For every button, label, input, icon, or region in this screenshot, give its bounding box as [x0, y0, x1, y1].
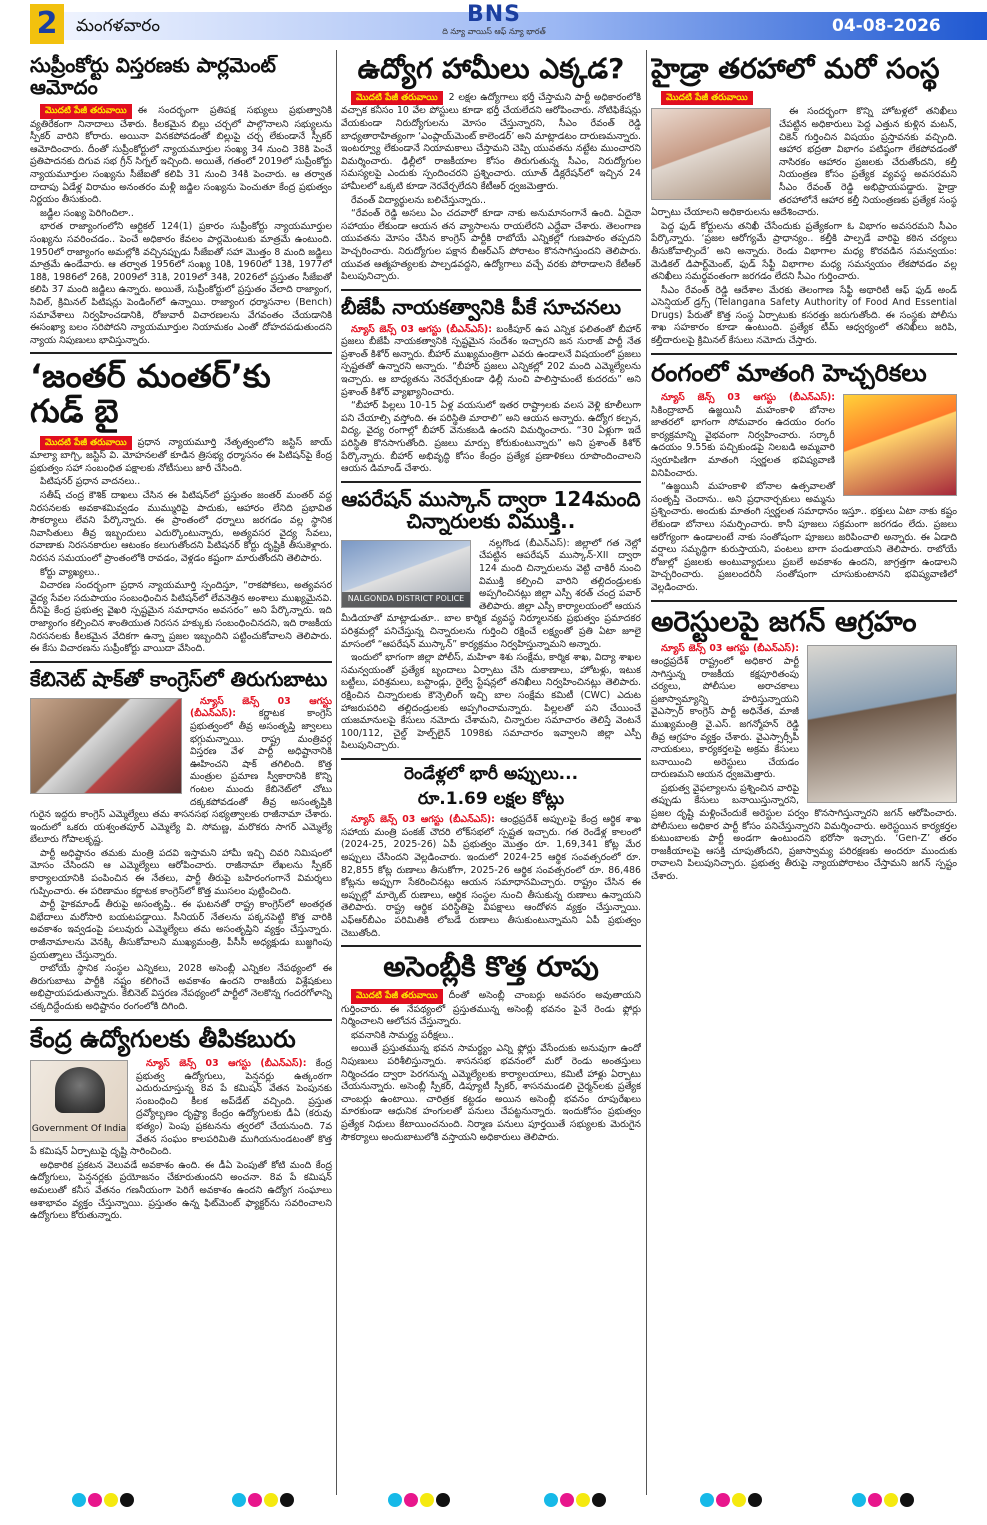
- article-text: ఇందులో భాగంగా జిల్లా పోలీస్, మహిళా శిశు సంక్షేమ, కార్మిక శాఖ, విద్యా శాఖల సమన్వయంతో ప్రత్యేక బృందాలు ఏర్పాటు చేసి దుకాణాలు, హోటళ్లు, ఇటుక బట్టీలు, పరిశ్రమలు, బస్టాండ్లు, రైల్వే స్టేషన్లలో తనిఖీలు నిర్వహించినట్లు తెలిపారు. రక్షించిన చిన్నారులకు కౌన్సెలింగ్ ఇచ్చి బాల సంక్షేమ కమిటీ (CWC) ఎదుట హాజరుపరిచి తల్లిదండ్రులకు అప్పగించామన్నారు. పిల్లలతో పని చేయించే యజమానులపై కేసులు నమోదు చేశామని, చిన్నారుల సమాచారం తెలిస్తే వెంటనే 100/112, చైల్డ్ హెల్ప్‌లైన్ 1098కు సమాచారం ఇవ్వాలని జిల్లా ఎస్పీ పిలుపునిచ్చారు.: [341, 652, 641, 752]
- headline-assembly: అసెంబ్లీకి కొత్త రూపు: [383, 950, 599, 984]
- column-divider: [336, 50, 337, 1495]
- masthead: [0, 0, 987, 44]
- registration-marks: [232, 1493, 294, 1511]
- kicker-label: మొదటి పేజీ తరువాయి: [351, 989, 443, 1004]
- article-central-employees: [30, 1058, 332, 1223]
- black-dot-icon: [748, 1493, 762, 1507]
- headline-supreme-court: సుప్రీంకోర్టు విస్తరణకు పార్లమెంట్ ఆమోదం: [30, 53, 276, 99]
- article-divider: [30, 661, 332, 663]
- kicker-label: మొదటి పేజీ తరువాయి: [661, 91, 753, 106]
- article-rangam: [651, 392, 957, 595]
- black-dot-icon: [280, 1493, 294, 1507]
- yellow-dot-icon: [884, 1493, 898, 1507]
- logo-tagline: ది న్యూ వాయిస్ ఆఫ్ న్యూ భారత్: [442, 27, 546, 36]
- newspaper-logo: [432, 4, 556, 40]
- article-text: “బీహార్ పిల్లలు 10-15 ఏళ్ల వయసులో ఇతర రాష్ట్రాలకు వలస వెళ్లి కూలీలుగా పని చేయాల్సి వస్తోంది. ఈ పరిస్థితి మారాలి” అని ఆయన అన్నారు. ఉద్యోగ కల్పన, విద్య, వైద్య రంగాల్లో బీహార్ వెనుకబడి ఉందని విమర్శించారు. “30 ఏళ్లుగా ఇదే పరిస్థితి కొనసాగుతోంది. ప్రజలు మార్పు కోరుకుంటున్నారు” అని ప్రశాంత్ కిశోర్ పేర్కొన్నారు. బీహార్ అభివృద్ధి కోసం కేంద్రం ప్రత్యేక ప్రణాళికలు రూపొందించాలని ఆయన డిమాండ్ చేశారు.: [341, 400, 641, 475]
- article-text: 2 లక్షల ఉద్యోగాలు భర్తీ చేస్తామని పార్టీ అధికారంలోకి వచ్చాక కనీసం 10 వేల పోస్టులు కూడా భర్తీ చేయలేదని ఆరోపించారు. నోటిఫికేషన్లు వేయకుండా నిరుద్యోగులను మోసం చేస్తున్నారని, సీఎం రేవంత్ రెడ్డి బాధ్యతారాహిత్యంగా ‘ఎంప్లాయ్‌మెంట్ కాలెండర్’ అని మాట్లాడటం దారుణమన్నారు. ఇంటర్వ్యూ లేకుండానే నియామకాలు చేస్తామని చెప్పి యువతను నట్టేట ముంచారని విమర్శించారు. ఢిల్లీలో రాజకీయాల కోసం తిరుగుతున్న సీఎం, నిరుద్యోగుల సమస్యలపై ఎందుకు స్పందించరని ప్రశ్నించారు. యూత్ డిక్లరేషన్‌లో ఇచ్చిన 24 హామీలలో ఒక్కటి కూడా నెరవేర్చలేదని కేటీఆర్ ధ్వజమెత్తారు.: [341, 91, 641, 192]
- black-dot-icon: [592, 1493, 606, 1507]
- article-text: ప్రధాన న్యాయమూర్తి నేతృత్వంలోని జస్టిస్ జాయ్ మాల్యా బాగ్చి, జస్టిస్ వి. మోహనలతో కూడిన త్రిసభ్య ధర్మాసనం ఈ పిటిషన్‌పై కేంద్ర ప్రభుత్వం సహా సంబంధిత పక్షాలకు నోటీసులు జారీ చేసింది.: [30, 436, 332, 474]
- article-pk-suggestions: [341, 324, 641, 476]
- ashoka-emblem-icon: [55, 1067, 105, 1113]
- subhead: జడ్జీల సంఖ్య పెరిగిందిలా..: [40, 207, 134, 219]
- article-text: కర్ణాటక కాంగ్రెస్ ప్రభుత్వంలో తీవ్ర అసంతృప్తి జ్వాలలు భగ్గుమన్నాయి. రాష్ట్ర మంత్రివర్గ విస్తరణ వేళ పార్టీ అధిష్టానానికి ఊహించని షాక్ తగిలింది. కొత్త మంత్రుల ప్రమాణ స్వీకారానికి కొన్ని గంటల ముందు కేబినెట్‌లో చోటు దక్కకపోవడంతో తీవ్ర అసంతృప్తికి గురైన ఇద్దరు కాంగ్రెస్ ఎమ్మెల్యేలు తమ శాసనసభ సభ్యత్వాలకు రాజీనామా చేశారు. ఇందులో ఒకరు యశ్వంతపూర్ ఎమ్మెల్యే వి. సోమణ్ణ, మరొకరు సాగర్ ఎమ్మెల్యే బేలూరు గోపాలకృష్ణ.: [30, 708, 332, 846]
- article-divider: [30, 352, 332, 354]
- magenta-dot-icon: [248, 1493, 262, 1507]
- registration-marks: [852, 1493, 914, 1511]
- day-label: మంగళవారం: [76, 16, 160, 36]
- page-number: 2: [30, 4, 64, 44]
- dateline: న్యూస్ జెన్స్ 03 ఆగస్టు (బీఎన్ఎస్):: [661, 643, 799, 655]
- yellow-dot-icon: [732, 1493, 746, 1507]
- column-divider: [646, 50, 647, 1495]
- kicker-label: మొదటి పేజీ తరువాయి: [40, 104, 132, 119]
- article-assembly: [341, 989, 641, 1144]
- subhead: కోర్టు వ్యాఖ్యలు..: [40, 566, 100, 578]
- yellow-dot-icon: [104, 1493, 118, 1507]
- headline-jagan: అరెస్టులపై జగన్ ఆగ్రహం: [651, 604, 917, 638]
- news-photo: [30, 698, 182, 794]
- dateline: న్యూస్ జెన్స్ 03 ఆగస్టు (బీఎన్ఎస్):: [351, 323, 492, 335]
- article-text: పార్టీ హైకమాండ్ తీరుపై అసంతృప్తి.. ఈ ఘటనతో రాష్ట్ర కాంగ్రెస్‌లో అంతర్గత విభేదాలు మరోసారి బయటపడ్డాయి. సీనియర్ నేతలను పక్కనపెట్టి కొత్త వారికి అవకాశం ఇవ్వడంపై పలువురు ఎమ్మెల్యేలు తమ అసంతృప్తిని వ్యక్తం చేస్తున్నారు. రాజీనామాలను వెనక్కి తీసుకోవాలని ముఖ్యమంత్రి, పీసీసీ అధ్యక్షుడు బుజ్జగింపు ప్రయత్నాలు చేస్తున్నారు.: [30, 899, 332, 961]
- article-ap-debts: [341, 814, 641, 940]
- article-text: భారత రాజ్యాంగంలోని ఆర్టికల్ 124(1) ప్రకారం సుప్రీంకోర్టు న్యాయమూర్తుల సంఖ్యను సవరించడం.. పెంచే అధికారం కేవలం పార్లమెంటుకు మాత్రమే ఉంటుంది. 1950లో రాజ్యాంగం అమల్లోకి వచ్చినప్పుడు సీజేఐతో సహా మొత్తం 8 మంది జడ్జిలు మాత్రమే ఉండేవారు. ఆ తర్వాత 1956లో సంఖ్య 10కి, 1960లో 13కి, 1977లో 18కి, 1986లో 26కి, 2009లో 31కి, 2019లో 34కి, 2026లో ప్రస్తుతం సీజేఐతో కలిపి 37 మంది జడ్జిలు ఉన్నారు. అయితే, సుప్రీంకోర్టులో ప్రస్తుతం వేలాది రాజ్యాంగ, సివిల్, క్రిమినల్ పిటిషన్లు పెండింగ్‌లో ఉన్నాయి. రాజ్యాంగ ధర్మాసనాల (Bench) సమావేశాలు నిర్వహించడానికి, రోజువారీ విచారణలను వేగవంతం చేయడానికి ఈసంఖ్యా బలం సరిపోదని న్యాయమూర్తుల నియామకం ఎంతో దోహదపడుతుందని న్యాయ నిపుణులు భావిస్తున్నారు.: [30, 221, 332, 346]
- article-text: ఈ సందర్భంగా కొన్ని హోటళ్లలో తనిఖీలు చేపట్టిన అధికారులు పెద్ద ఎత్తున కుళ్లిన మటన్, చికెన్ గుర్తించిన విషయం ప్రస్తావనకు వచ్చింది. ఆహార భద్రతా విభాగం పటిష్ఠంగా లేకపోవడంతో నాసిరకం ఆహారం ప్రజలకు చేరుతోందని, కల్తీ నియంత్రణ కోసం ప్రత్యేక వ్యవస్థ అవసరమని సీఎం రేవంత్ రెడ్డి అభిప్రాయపడ్డారు. హైడ్రా తరహాలోనే ఆహార కల్తీ నియంత్రణకు ప్రత్యేక సంస్థ ఏర్పాటు చేయాలని అధికారులను ఆదేశించారు.: [651, 106, 957, 219]
- article-divider: [341, 481, 641, 483]
- logo-text: BNS: [466, 2, 522, 27]
- headline-hydra: హైడ్రా తరహాలో మరో సంస్థ: [651, 52, 940, 85]
- article-jantar-mantar: [30, 436, 332, 656]
- article-text: “రేవంత్ రెడ్డి అసలు ఏం చదవారో కూడా నాకు అనుమానంగానే ఉంది. ఏదైనా సహాయం లేకుండా ఆయన తన వ్యాసాలను రాయలేరని ఎద్దేవా చేశారు. తెలంగాణ యువతను మోసం చేసిన కాంగ్రెస్ పార్టీకి రాబోయే ఎన్నికల్లో గుణపాఠం తప్పదని హెచ్చరించారు. నిరుద్యోగుల పక్షాన బీఆర్ఎస్ పోరాటం కొనసాగిస్తుందని తెలిపారు. యువత ఆత్మహత్యలకు పాల్పడవద్దని, ఉద్యోగాలు వచ్చే వరకు పోరాడాలని కేటీఆర్ పిలుపునిచ్చారు.: [341, 208, 641, 283]
- article-text: సతీష్ చంద్ర కౌశిక్ దాఖలు చేసిన ఈ పిటిషన్‌లో ప్రస్తుతం జంతర్ మంతర్ వద్ద నిరసనలకు అవకాశమివ్వడం ముమ్మురిపై పాదుకు, ఆహారం లేనిది ప్రభావిత సౌకర్యాలు లేవని పేర్కొన్నారు. ఈ ప్రాంతంలో ధర్నాలు జరగడం వల్ల స్థానిక నివాసితులు తీవ్ర ఇబ్బందులు ఎదుర్కొంటున్నారు, అత్యవసర వైద్య సేవలు, రవాణాకు నిరసనకారుల ఆటంకం కలుగుతోందని పిటిషనర్ కోర్టు దృష్టికి తీసుకెళ్లారు. నిరసన సమయంలో ప్రాంతంలోకి రావడం, వెళ్లడం కష్టంగా మారుతోందని తెలిపారు.: [30, 490, 332, 564]
- article-divider: [651, 600, 957, 602]
- dateline: న్యూస్ జెన్స్ 03 ఆగస్టు (బీఎన్ఎస్):: [351, 814, 495, 826]
- yellow-dot-icon: [576, 1493, 590, 1507]
- headline-job-promises: ఉద్యోగ హామీలు ఎక్కడ?: [357, 52, 625, 85]
- headline-central-employees: కేంద్ర ఉద్యోగులకు తీపికబురు: [30, 1024, 296, 1053]
- article-text: నల్లగొండ (బీఎన్ఎస్): జిల్లాలో గత నెల్లో చేపట్టిన ఆపరేషన్ ముస్కాన్-XII ద్వారా 124 మంది చిన్నారులను వెట్టి చాకిరీ నుంచి విముక్తి కల్పించి వారిని తల్లిదండ్రులకు అప్పగించినట్లు జిల్లా ఎస్పీ శరత్ చంద్ర పవార్ తెలిపారు. జిల్లా ఎస్పీ కార్యాలయంలో ఆయన మీడియాతో మాట్లాడుతూ.. బాల కార్మిక వ్యవస్థ నిర్మూలనకు ప్రభుత్వం ప్రమాదకర పరిశ్రమల్లో పనిచేస్తున్న చిన్నారులను గుర్తించి రక్షించే లక్ష్యంతో ప్రతి ఏటా జూలై మాసంలో “ఆపరేషన్ ముస్కాన్” కార్యక్రమం నిర్వహిస్తున్నామని అన్నారు.: [341, 537, 641, 650]
- column-3: [651, 50, 957, 1495]
- headline-cabinet-shock: కేబినెట్ షాక్‌తో కాంగ్రెస్‌లో తిరుగుబాటు: [30, 666, 328, 691]
- article-divider: [341, 289, 641, 291]
- registration-marks: [72, 1493, 134, 1511]
- magenta-dot-icon: [716, 1493, 730, 1507]
- article-text: పెద్ద ఫుడ్ కోర్టులను తనిఖీ చేసేందుకు ప్రత్యేకంగా ఓ విభాగం అవసరమని సీఎం పేర్కొన్నారు. ‘ప్రజల ఆరోగ్యమే ప్రాధాన్యం.. కల్తీకి పాల్పడే వారిపై కఠిన చర్యలు తీసుకోవాల్సిందే’ అని అన్నారు. రెండు విభాగాల మధ్య కొరవడిన సమన్వయం: మెడికల్ డిపార్ట్‌మెంట్, ఫుడ్ సేఫ్టీ విభాగాల మధ్య సమన్వయం లేకపోవడం వల్ల తనిఖీలు సమర్థవంతంగా జరగడం లేదని సీఎం గుర్తించారు.: [651, 220, 957, 283]
- magenta-dot-icon: [88, 1493, 102, 1507]
- article-divider: [30, 1019, 332, 1021]
- cyan-dot-icon: [388, 1493, 402, 1507]
- article-jagan: [651, 643, 957, 883]
- article-text: రాబోయే స్థానిక సంస్థల ఎన్నికలు, 2028 అసెంబ్లీ ఎన్నికల నేపథ్యంలో ఈ తిరుగుబాటు పార్టీకి నష్టం కలిగించే అవకాశం ఉందని రాజకీయ విశ్లేషకులు అభిప్రాయపడుతున్నారు. కేబినెట్ విస్తరణ నేపథ్యంలో పార్టీలో నెలకొన్న గందరగోళాన్ని చక్కదిద్దేందుకు అధిష్టానం రంగంలోకి దిగింది.: [30, 963, 332, 1012]
- kicker-label: మొదటి పేజీ తరువాయి: [351, 91, 443, 106]
- yellow-dot-icon: [264, 1493, 278, 1507]
- emblem-caption: Government Of India: [31, 1124, 127, 1135]
- article-cabinet-shock: [30, 696, 332, 1014]
- issue-date: 04-08-2026: [832, 16, 941, 36]
- black-dot-icon: [436, 1493, 450, 1507]
- article-divider: [341, 945, 641, 947]
- news-photo: [843, 394, 957, 496]
- government-emblem: [30, 1060, 128, 1142]
- magenta-dot-icon: [560, 1493, 574, 1507]
- cyan-dot-icon: [852, 1493, 866, 1507]
- news-photo: [651, 108, 771, 200]
- article-text: పార్టీ అధిష్టానం తమకు మంత్రి పదవి ఇస్తామని హామీ ఇచ్చి చివరి నిమిషంలో మోసం చేసిందని ఆ ఎమ్మెల్యేలు ఆరోపించారు. రాజీనామా లేఖలను స్పీకర్ కార్యాలయానికి పంపించిన ఈ నేతలు, పార్టీ తీరుపై బహిరంగంగానే విమర్శలు గుప్పించారు. ఈ పరిణామం కర్ణాటక కాంగ్రెస్‌లో కొత్త ముసలం పుట్టించింది.: [30, 847, 332, 897]
- news-photo: [341, 540, 471, 608]
- subhead: రేవంత్ విద్యార్థులను బలిచేస్తున్నారు..: [351, 194, 487, 206]
- subhead: భవనానికి సామర్థ్య పరీక్షలు..: [351, 1029, 454, 1041]
- news-photo: [807, 645, 957, 803]
- article-supreme-court: [30, 104, 332, 347]
- cyan-dot-icon: [72, 1493, 86, 1507]
- dateline: న్యూస్ జెన్స్ 03 ఆగస్టు (బీఎన్ఎస్):: [661, 392, 835, 404]
- column-1: [30, 50, 332, 1495]
- kicker-label: మొదటి పేజీ తరువాయి: [40, 436, 132, 451]
- magenta-dot-icon: [868, 1493, 882, 1507]
- article-text: అధికారిక ప్రకటన వెలువడే అవకాశం ఉంది. ఈ డీఏ పెంపుతో కోటి మంది కేంద్ర ఉద్యోగులు, పెన్షనర్లకు ప్రయోజనం చేకూరుతుందని అంచనా. 8వ పే కమిషన్ అమలుతో కనీస వేతనం గణనీయంగా పెరిగే అవకాశం ఉందని ఉద్యోగ సంఘాలు ఆశాభావం వ్యక్తం చేస్తున్నాయి. ప్రస్తుతం ఉన్న ఫిట్‌మెంట్ ఫ్యాక్టర్‌ను సవరించాలని ఉద్యోగులు కోరుతున్నారు.: [30, 1159, 332, 1222]
- registration-marks: [388, 1493, 450, 1511]
- article-text: విచారణ సందర్భంగా ప్రధాన న్యాయమూర్తి స్పందిస్తూ, “రాకపోకలు, అత్యవసర వైద్య సేవల సదుపాయం సంబంధించిన పిటిషన్‌లో లేవనెత్తిన అంశాలు ముఖ్యమైనవి. దీనిపై కేంద్ర ప్రభుత్వ వైఖరి స్పష్టమైన సమాధానం అవసరం” అని పేర్కొన్నారు. ఇది రాజ్యాంగం కల్పించిన శాంతియుత నిరసన హక్కుకు సంబంధించినదని, ఇది రాజకీయ నిరసనలకు కీలకమైన వేదికగా ఉన్నా ప్రజల ఇబ్బందిని పట్టించుకోవాలని తెలిపారు. ఈ కేసు విచారణను సుప్రీంకోర్టు వాయిదా వేసింది.: [30, 580, 332, 655]
- magenta-dot-icon: [404, 1493, 418, 1507]
- black-dot-icon: [120, 1493, 134, 1507]
- photo-caption: NALGONDA DISTRICT POLICE: [342, 592, 470, 607]
- article-text: ప్రభుత్వ వైఫల్యాలను ప్రశ్నించిన వారిపై తప్పుడు కేసులు బనాయిస్తున్నారని, ప్రజల దృష్టి మళ్లించేందుకే అరెస్టుల పర్వం కొనసాగిస్తున్నారని జగన్ ఆరోపించారు. పోలీసులు అధికార పార్టీ కోసం పనిచేస్తున్నారని విమర్శించారు. అరెస్టయిన కార్యకర్తల కుటుంబాలకు పార్టీ అండగా ఉంటుందని భరోసా ఇచ్చారు. ‘Gen-Z’ తరం రాజకీయాలపై ఆసక్తి చూపుతోందని, ప్రజాస్వామ్య పరిరక్షణకు అందరూ ముందుకు రావాలని పిలుపునిచ్చారు. ప్రభుత్వ తీరుపై న్యాయపోరాటం చేస్తామని జగన్ స్పష్టం చేశారు.: [651, 782, 957, 883]
- registration-marks: [700, 1493, 762, 1511]
- headline-pk-suggestions: బీజేపీ నాయకత్వానికి పీకే సూచనలు: [341, 294, 621, 319]
- headline-jantar-mantar: ‘జంతర్ మంతర్’కు గుడ్ బై: [30, 357, 271, 431]
- cyan-dot-icon: [700, 1493, 714, 1507]
- dateline: న్యూస్ జెన్స్ 03 ఆగస్టు (బీఎన్ఎస్):: [190, 695, 332, 720]
- black-dot-icon: [900, 1493, 914, 1507]
- registration-marks: [544, 1493, 606, 1511]
- article-divider: [341, 758, 641, 760]
- article-job-promises: [341, 91, 641, 284]
- subheadline-ap-debts: రూ.1.69 లక్షల కోట్లు: [417, 788, 565, 809]
- subhead: పిటిషనర్ ప్రధాన వాదనలు..: [40, 476, 141, 488]
- article-text: అయితే ప్రస్తుతమున్న భవన సామర్థ్యం ఎన్ని ఫ్లోర్లు వేసేందుకు అనువుగా ఉందో నిపుణులు పరిశీలిస్తున్నారు. శాసనసభ భవనంలో మరో రెండు అంతస్తులు నిర్మించడం ద్వారా పెరగనున్న ఎమ్మెల్యేలకు కార్యాలయాలు, కమిటీ హాళ్లు ఏర్పాటు చేయనున్నారు. అసెంబ్లీ స్పీకర్, డిప్యూటీ స్పీకర్, శాసనమండలి చైర్మన్‌లకు ప్రత్యేక చాంబర్లు ఉంటాయి. చారిత్రక కట్టడం అయిన అసెంబ్లీ భవనం రూపురేఖలు మారకుండా ఆధునిక హంగులతో పనులు చేపట్టనున్నారు. ఇందుకోసం ప్రభుత్వం ప్రత్యేక నిధులు కేటాయించనుంది. నిర్మాణ పనులు పూర్తయితే సభ్యులకు మెరుగైన సౌకర్యాలు అందుబాటులోకి వస్తాయని అధికారులు తెలిపారు.: [341, 1043, 641, 1143]
- article-hydra: [651, 91, 957, 348]
- article-text: ఈ సందర్భంగా ప్రతిపక్ష సభ్యులు ప్రభుత్వానికి వ్యతిరేకంగా నినాదాలు చేశారు. కీలకమైన బిల్లు చర్చలో పాల్గొనాలని సభ్యులను స్పీకర్ వారిని కోరారు. అయినా వినకపోవడంతో బిల్లుపై చర్చ లేకుండానే స్పీకర్ ఆమోదించారు. దీంతో సుప్రీంకోర్టులో న్యాయమూర్తుల సంఖ్య 34 నుంచి 38కి పెంచే ప్రతిపాదనకు దిగువ సభ గ్రీన్ సిగ్నల్ ఇచ్చింది. అయితే, గతంలో 2019లో సుప్రీంకోర్టు న్యాయమూర్తుల సంఖ్యను సీజేఐతో కలిపి 31 నుంచి 34కి పెంచారు. ఆ తర్వాత దాదాపు ఏడేళ్ల విరామం అనంతరం మళ్లీ జడ్జిల సంఖ్యను పెంచుతూ కేంద్ర ప్రభుత్వం నిర్ణయం తీసుకుంది.: [30, 105, 332, 206]
- article-text: “ఉజ్జయినీ మహంకాళి బోనాల ఉత్సవాలతో సంతృప్తి చెందాను.. అని ప్రధానార్చకులు అమ్మను ప్రశ్నించారు. అందుకు మాతంగి స్వర్ణలత సమాధానం ఇస్తూ.. భక్తులు ఏటా నాకు కష్టం లేకుండా బోనాలు సమర్పించారు. కానీ పూజలు సక్రమంగా జరగడం లేదు. ప్రజలు ఆరోగ్యంగా ఉండాలంటే నాకు సంతోషంగా పూజలు జరిపించాలి అన్నారు. ఈ ఏడాది వర్షాలు సమృద్ధిగా కురుస్తాయని, పంటలు బాగా పండుతాయని తెలిపారు. రాబోయే రోజుల్లో ప్రజలకు అంటువ్యాధులు ప్రబలే అవకాశం ఉందని, జాగ్రత్తగా ఉండాలని హెచ్చరించారు. ప్రజలందరినీ సంతోషంగా చూసుకుంటానని భవిష్యవాణిలో వెల్లడించారు.: [651, 481, 957, 593]
- yellow-dot-icon: [420, 1493, 434, 1507]
- article-text: సీఎం రేవంత్ రెడ్డి ఆదేశాల మేరకు తెలంగాణ సేఫ్టీ అథారిటీ ఆఫ్ ఫుడ్ అండ్ ఎసెన్షియల్ డ్రగ్స్ (Telangana Safety Authority of Food And Essential Drugs) పేరుతో కొత్త సంస్థ ఏర్పాటుకు కసరత్తు జరుగుతోంది. ఈ సంస్థకు పోలీసు శాఖ సహకారం కూడా ఉంటుంది. ప్రత్యేక టీమ్ ఆధ్వర్యంలో తనిఖీలు జరిపి, కల్తీదారులపై క్రిమినల్ కేసులు నమోదు చేస్తారు.: [651, 284, 957, 347]
- article-text: కేంద్ర ప్రభుత్వ ఉద్యోగులు, పెన్షనర్లు ఉత్కంఠగా ఎదురుచూస్తున్న 8వ పే కమిషన్ వేతన పెంపునకు సంబంధించి కీలక అప్‌డేట్ వచ్చింది. ప్రస్తుత ద్రవ్యోల్బణం దృష్ట్యా కేంద్రం ఉద్యోగులకు డీఏ (కరువు భత్యం) పెంపు ప్రకటనను త్వరలో చేయనుంది. 7వ వేతన సంఘం కాలపరిమితి ముగియనుండటంతో కొత్త పే కమిషన్ ఏర్పాటుపై దృష్టి సారించింది.: [30, 1057, 332, 1158]
- article-text: ఆంధ్రప్రదేశ్ అప్పులపై కేంద్ర ఆర్థిక శాఖ సహాయ మంత్రి పంకజ్ చౌదరి లోక్‌సభలో స్పష్టత ఇచ్చారు. గత రెండేళ్ల కాలంలో (2024-25, 2025-26) ఏపీ ప్రభుత్వం మొత్తం రూ. 1,69,341 కోట్ల మేర అప్పులు చేసిందని వెల్లడించారు. ఇందులో 2024-25 ఆర్థిక సంవత్సరంలో రూ. 82,855 కోట్ల రుణాలు తీసుకోగా, 2025-26 ఆర్థిక సంవత్సరంలో రూ. 86,486 కోట్లను అప్పుగా సేకరించినట్లు ఆయన సమాధానమిచ్చారు. రాష్ట్రం చేసిన ఈ అప్పుల్లో మార్కెట్ రుణాలు, ఆర్థిక సంస్థల నుంచి తీసుకున్న రుణాలు ఉన్నాయని తెలిపారు. రాష్ట్ర ఆర్థిక పరిస్థితిపై విపక్షాలు ఆందోళన వ్యక్తం చేస్తున్నాయి. ఎఫ్‌ఆర్‌బీఎం పరిమితికి లోబడే రుణాలు తీసుకుంటున్నామని ఏపీ ప్రభుత్వం చెబుతోంది.: [341, 814, 641, 939]
- article-text: ఆంధ్రప్రదేశ్ రాష్ట్రంలో అధికార పార్టీ సాగిస్తున్న రాజకీయ కక్షపూరితంపు చర్యలు, పోలీసుల అరాచకాలు ప్రజాస్వామ్యాన్ని హరిస్తున్నాయని వైఎస్సార్ కాంగ్రెస్ పార్టీ అధినేత, మాజీ ముఖ్యమంత్రి వై.ఎస్. జగన్మోహన్ రెడ్డి తీవ్ర ఆగ్రహం వ్యక్తం చేశారు. వైఎస్సార్సీపీ నాయకులు, కార్యకర్తలపై అక్రమ కేసులు బనాయించి అరెస్టులు చేయడం దారుణమని ఆయన ధ్వజమెత్తారు.: [651, 655, 799, 781]
- column-2: [341, 50, 641, 1495]
- article-divider: [651, 353, 957, 355]
- dateline: న్యూస్ జెన్స్ 03 ఆగస్టు (బీఎన్ఎస్):: [146, 1057, 307, 1069]
- headline-operation-muskan: ఆపరేషన్ ముస్కాన్ ద్వారా 124మంది చిన్నారులకు విముక్తి..: [341, 486, 641, 533]
- cyan-dot-icon: [544, 1493, 558, 1507]
- headline-ap-debts: రెండేళ్లలో భారీ అప్పులు...: [403, 763, 579, 784]
- cyan-dot-icon: [232, 1493, 246, 1507]
- headline-rangam: రంగంలో మాతంగి హెచ్చరికలు: [651, 358, 927, 387]
- article-text: దీంతో అసెంబ్లీ చాంబర్లు అవసరం అవుతాయని గుర్తించారు. ఈ నేపథ్యంలో ప్రస్తుతమున్న అసెంబ్లీ భవనం పైనే రెండు ఫ్లోర్లు నిర్మించాలని ఆలోచన చేస్తున్నారు.: [341, 990, 641, 1028]
- article-text: సికింద్రాబాద్ ఉజ్జయినీ మహంకాళి బోనాల జాతరలో భాగంగా సోమవారం ఉదయం రంగం కార్యక్రమాన్ని వైభవంగా నిర్వహించారు. సర్కారీ ఉదయం 9.55కు పచ్చికుండపై నిలబడి అమ్మవారి స్వరూపిణిగా మాతంగి స్వర్ణలత భవిష్యవాణి వినిపించారు.: [651, 404, 835, 479]
- article-operation-muskan: [341, 538, 641, 753]
- article-text: బంకీపూర్ ఉప ఎన్నిక ఫలితంతో బీహార్ ప్రజలు బీజేపీ నాయకత్వానికి స్పష్టమైన సందేశం ఇచ్చారని జన సురాజ్ పార్టీ నేత ప్రశాంత్ కిశోర్ అన్నారు. బీహార్ ముఖ్యమంత్రిగా ఎవరు ఉండాలనే విషయంలో ప్రజలు స్పష్టతతో ఉన్నారని అన్నారు. “బీహార్ ప్రజలు ఎన్నికల్లో 202 మంది ఎమ్మెల్యేలను ఇచ్చారు. ఆ బాధ్యతను నెరవేర్చకుండా ఢిల్లీ నుంచి పాలిస్తామంటే కుదరదు” అని ప్రశాంత్ కిశోర్ వ్యాఖ్యానించారు.: [341, 323, 641, 398]
